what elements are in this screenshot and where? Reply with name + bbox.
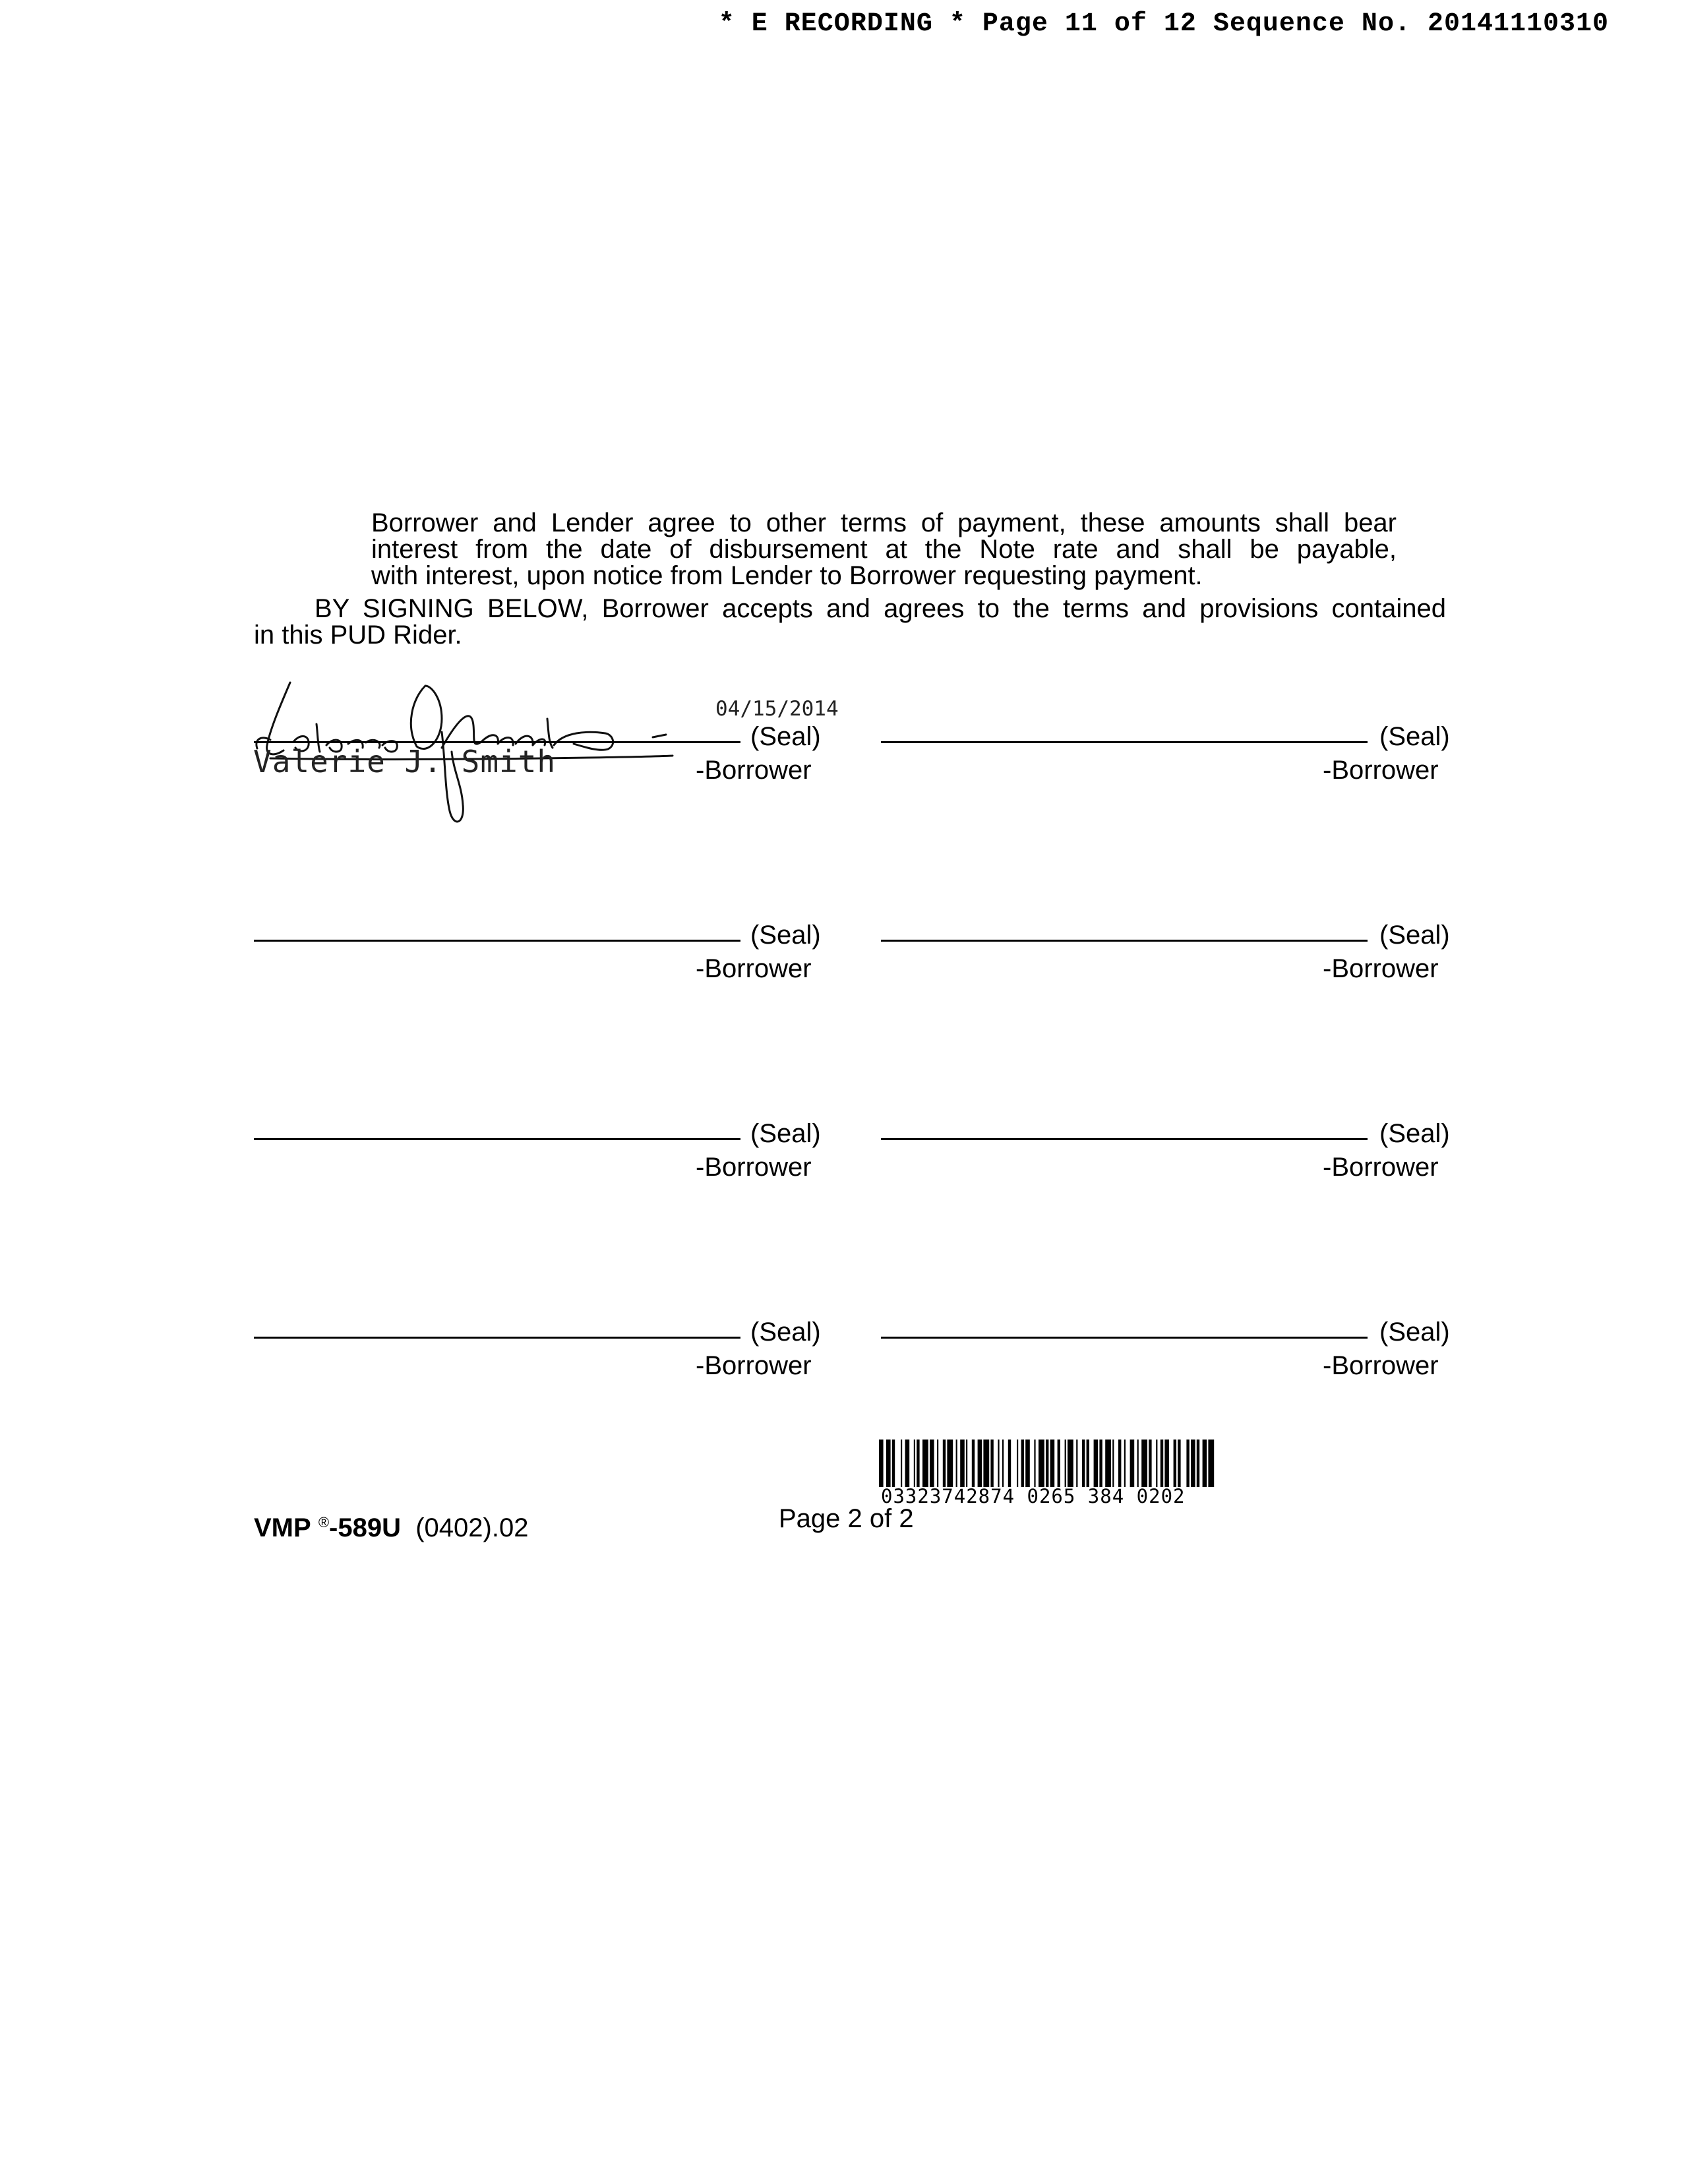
seal-label: (Seal) — [1379, 722, 1450, 751]
barcode-bar — [1178, 1440, 1180, 1487]
terms-line: interest from the date of disbursement at the Note rate and shall be payable, — [371, 535, 1397, 564]
barcode-bar — [937, 1440, 938, 1487]
borrower-label: -Borrower — [1323, 954, 1439, 983]
signer-name: Valerie J. Smith — [253, 744, 557, 779]
barcode-bar — [1039, 1440, 1044, 1487]
barcode-bar — [1203, 1440, 1207, 1487]
borrower-label: -Borrower — [696, 1153, 812, 1182]
form-prefix: VMP — [254, 1513, 311, 1542]
barcode-bar — [1002, 1440, 1004, 1487]
form-identifier — [254, 1509, 528, 1541]
barcode-bar — [998, 1440, 999, 1487]
barcode-bar — [956, 1440, 957, 1487]
signature-line — [254, 1138, 740, 1140]
barcode-bar — [1058, 1440, 1060, 1487]
signature-line — [881, 940, 1368, 942]
borrower-label: -Borrower — [1323, 1153, 1439, 1182]
signature-block — [254, 712, 821, 785]
barcode-bar — [917, 1440, 919, 1487]
barcode — [879, 1440, 1348, 1487]
barcode-bar — [1137, 1440, 1139, 1487]
barcode-bar — [886, 1440, 891, 1487]
signature-line — [254, 1337, 740, 1339]
seal-label: (Seal) — [1379, 1318, 1450, 1347]
barcode-bar — [1105, 1440, 1111, 1487]
signature-line — [881, 741, 1368, 743]
signing-paragraph — [254, 595, 1446, 648]
signature-block — [254, 1308, 821, 1380]
barcode-bar — [1208, 1440, 1214, 1487]
signing-line: BY SIGNING BELOW, Borrower accepts and agrees to the terms and provisions contained — [315, 594, 1446, 623]
form-code: -589U — [329, 1513, 401, 1542]
barcode-bar — [983, 1440, 989, 1487]
barcode-bar — [1118, 1440, 1121, 1487]
barcode-bar — [1082, 1440, 1085, 1487]
barcode-bar — [943, 1440, 946, 1487]
terms-line: Borrower and Lender agree to other terms of payment, these amounts shall bear — [371, 508, 1397, 537]
barcode-bar — [978, 1440, 982, 1487]
seal-label: (Seal) — [750, 921, 821, 950]
barcode-bar — [1197, 1440, 1199, 1487]
borrower-label: -Borrower — [696, 1351, 812, 1380]
recording-header: * E RECORDING * Page 11 of 12 Sequence No. 20141110310 — [718, 9, 1609, 39]
signature-block — [881, 911, 1450, 983]
seal-label: (Seal) — [1379, 1119, 1450, 1148]
signature-block — [254, 1109, 821, 1182]
barcode-bar — [1050, 1440, 1055, 1487]
barcode-bar — [972, 1440, 975, 1487]
barcode-bar — [990, 1440, 993, 1487]
seal-label: (Seal) — [750, 1318, 821, 1347]
signature-line — [881, 1138, 1368, 1140]
signature-date: 04/15/2014 — [715, 697, 839, 721]
signature-line — [254, 940, 740, 942]
terms-line: with interest, upon notice from Lender to Borrower requesting payment. — [371, 561, 1203, 590]
barcode-bar — [1160, 1440, 1163, 1487]
barcode-bar — [1025, 1440, 1030, 1487]
borrower-label: -Borrower — [1323, 1351, 1439, 1380]
barcode-bar — [1034, 1440, 1035, 1487]
barcode-bar — [1156, 1440, 1157, 1487]
barcode-bar — [1141, 1440, 1147, 1487]
borrower-label: -Borrower — [696, 756, 812, 785]
barcode-bar — [1046, 1440, 1048, 1487]
barcode-bar — [1065, 1440, 1066, 1487]
signature-block — [254, 911, 821, 983]
signature-block — [881, 1109, 1450, 1182]
borrower-label: -Borrower — [696, 954, 812, 983]
barcode-bar — [1021, 1440, 1024, 1487]
barcode-bar — [930, 1440, 934, 1487]
seal-label: (Seal) — [1379, 921, 1450, 950]
barcode-bar — [892, 1440, 895, 1487]
barcode-bar — [1191, 1440, 1195, 1487]
seal-label: (Seal) — [750, 722, 821, 751]
barcode-bar — [1124, 1440, 1126, 1487]
borrower-label: -Borrower — [1323, 756, 1439, 785]
terms-paragraph — [371, 510, 1397, 589]
signature-block — [881, 1308, 1450, 1380]
page-number: Page 2 of 2 — [779, 1504, 914, 1533]
signing-line: in this PUD Rider. — [254, 621, 462, 650]
barcode-bar — [1087, 1440, 1089, 1487]
barcode-bar — [1076, 1440, 1077, 1487]
form-version: (0402).02 — [415, 1513, 529, 1542]
barcode-bar — [1130, 1440, 1135, 1487]
signature-line — [254, 741, 740, 743]
registered-mark: ® — [318, 1514, 330, 1531]
barcode-bar — [947, 1440, 953, 1487]
barcode-bar — [905, 1440, 910, 1487]
barcode-bar — [922, 1440, 928, 1487]
seal-label: (Seal) — [750, 1119, 821, 1148]
barcode-bar — [1164, 1440, 1169, 1487]
barcode-bar — [914, 1440, 915, 1487]
signature-line — [881, 1337, 1368, 1339]
barcode-bar — [1099, 1440, 1102, 1487]
barcode-bar — [1017, 1440, 1018, 1487]
barcode-bar — [1186, 1440, 1189, 1487]
barcode-bar — [879, 1440, 884, 1487]
barcode-bar — [1149, 1440, 1151, 1487]
barcode-bar — [1008, 1440, 1011, 1487]
barcode-bar — [1094, 1440, 1099, 1487]
barcode-bar — [1068, 1440, 1073, 1487]
barcode-bar — [1112, 1440, 1114, 1487]
barcode-bar — [960, 1440, 965, 1487]
barcode-number: 03323742874 0265 384 0202 — [881, 1485, 1186, 1507]
barcode-bar — [1174, 1440, 1176, 1487]
barcode-bar — [901, 1440, 902, 1487]
signature-block — [881, 712, 1450, 785]
barcode-bar — [966, 1440, 967, 1487]
